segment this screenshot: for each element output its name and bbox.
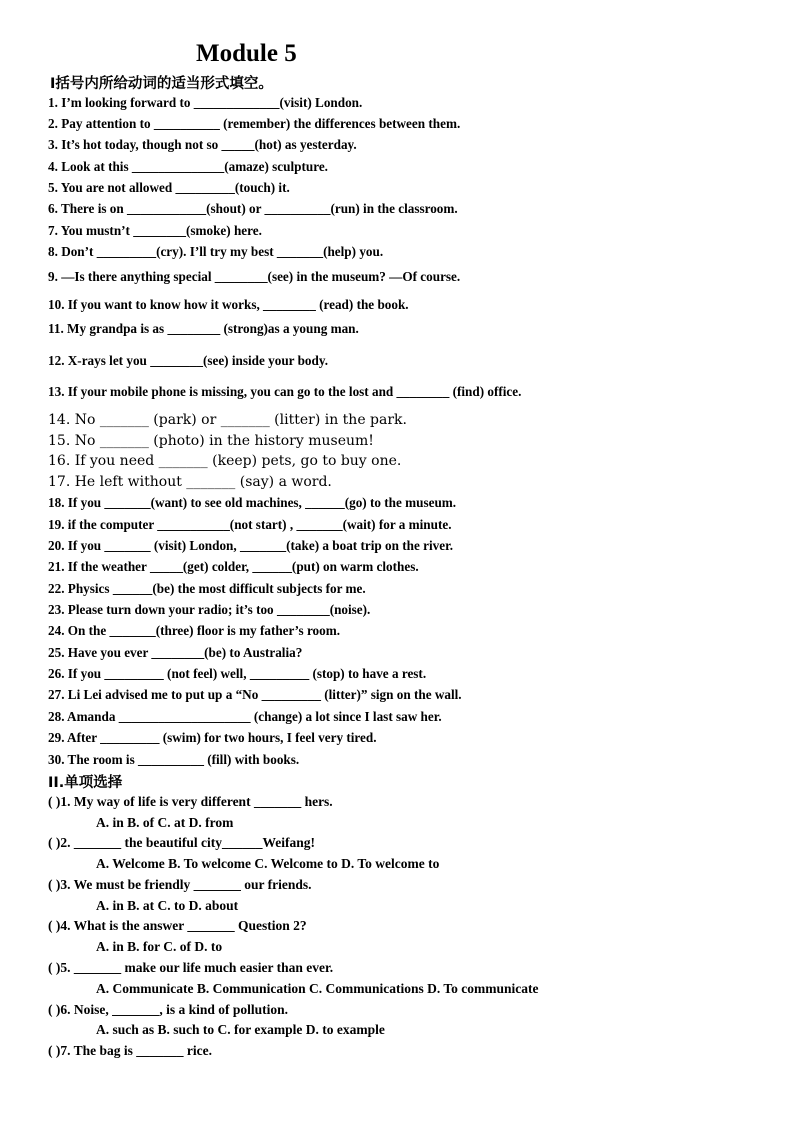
question-6: 6. There is on ____________(shout) or __________(run) in the classroom. — [48, 201, 458, 216]
question-14: 14. No _______ (park) or _______ (litter) in the park. — [48, 412, 407, 428]
choice-options-5: A. Communicate B. Communication C. Communications D. To communicate — [96, 981, 539, 996]
question-21: 21. If the weather _____(get) colder, ______(put) on warm clothes. — [48, 559, 419, 574]
question-12: 12. X-rays let you ________(see) inside your body. — [48, 353, 328, 368]
question-18: 18. If you _______(want) to see old machines, ______(go) to the museum. — [48, 495, 457, 510]
question-15: 15. No _______ (photo) in the history museum! — [48, 433, 374, 449]
question-8: 8. Don’t _________(cry). I’ll try my best _______(help) you. — [48, 244, 384, 259]
question-16: 16. If you need _______ (keep) pets, go to buy one. — [48, 453, 402, 469]
question-1: 1. I’m looking forward to _____________(visit) London. — [48, 95, 363, 110]
choice-options-3: A. in B. at C. to D. about — [96, 898, 239, 913]
choice-options-4: A. in B. for C. of D. to — [96, 939, 223, 954]
question-22: 22. Physics ______(be) the most difficult subjects for me. — [48, 581, 366, 596]
question-13: 13. If your mobile phone is missing, you can go to the lost and ________ (find) office. — [48, 384, 522, 399]
question-11: 11. My grandpa is as ________ (strong)as a young man. — [48, 321, 359, 336]
question-29: 29. After _________ (swim) for two hours, I feel very tired. — [48, 730, 377, 745]
question-5: 5. You are not allowed _________(touch) it. — [48, 180, 290, 195]
choice-question-5: ( )5. _______ make our life much easier than ever. — [48, 960, 334, 975]
choice-question-2: ( )2. _______ the beautiful city______Weifang! — [48, 835, 315, 850]
question-19: 19. if the computer ___________(not start) , _______(wait) for a minute. — [48, 517, 452, 532]
question-7: 7. You mustn’t ________(smoke) here. — [48, 223, 262, 238]
question-2: 2. Pay attention to __________ (remember) the differences between them. — [48, 116, 461, 131]
question-25: 25. Have you ever ________(be) to Australia? — [48, 645, 303, 660]
question-4: 4. Look at this ______________(amaze) sculpture. — [48, 159, 328, 174]
question-20: 20. If you _______ (visit) London, _______(take) a boat trip on the river. — [48, 538, 454, 553]
question-24: 24. On the _______(three) floor is my father’s room. — [48, 623, 341, 638]
choice-question-3: ( )3. We must be friendly _______ our friends. — [48, 877, 312, 892]
choice-options-6: A. such as B. such to C. for example D. to example — [96, 1022, 385, 1037]
question-30: 30. The room is __________ (fill) with books. — [48, 752, 300, 767]
question-26: 26. If you _________ (not feel) well, _________ (stop) to have a rest. — [48, 666, 427, 681]
page-title: Module 5 — [196, 40, 297, 67]
question-23: 23. Please turn down your radio; it’s too ________(noise). — [48, 602, 371, 617]
choice-question-4: ( )4. What is the answer _______ Question 2? — [48, 918, 307, 933]
question-10: 10. If you want to know how it works, ________ (read) the book. — [48, 297, 409, 312]
question-27: 27. Li Lei advised me to put up a “No _________ (litter)” sign on the wall. — [48, 687, 462, 702]
question-3: 3. It’s hot today, though not so _____(hot) as yesterday. — [48, 137, 357, 152]
choice-question-7: ( )7. The bag is _______ rice. — [48, 1043, 212, 1058]
section1-heading: Ⅰ括号内所给动词的适当形式填空。 — [50, 76, 273, 92]
choice-question-1: ( )1. My way of life is very different _______ hers. — [48, 794, 333, 809]
choice-options-1: A. in B. of C. at D. from — [96, 815, 234, 830]
question-28: 28. Amanda ____________________ (change) a lot since I last saw her. — [48, 709, 442, 724]
question-17: 17. He left without _______ (say) a word. — [48, 474, 332, 490]
section2-heading: II.单项选择 — [48, 775, 123, 791]
choice-question-6: ( )6. Noise, _______, is a kind of pollution. — [48, 1002, 289, 1017]
question-9: 9. —Is there anything special ________(see) in the museum? —Of course. — [48, 269, 461, 284]
choice-options-2: A. Welcome B. To welcome C. Welcome to D. To welcome to — [96, 856, 440, 871]
